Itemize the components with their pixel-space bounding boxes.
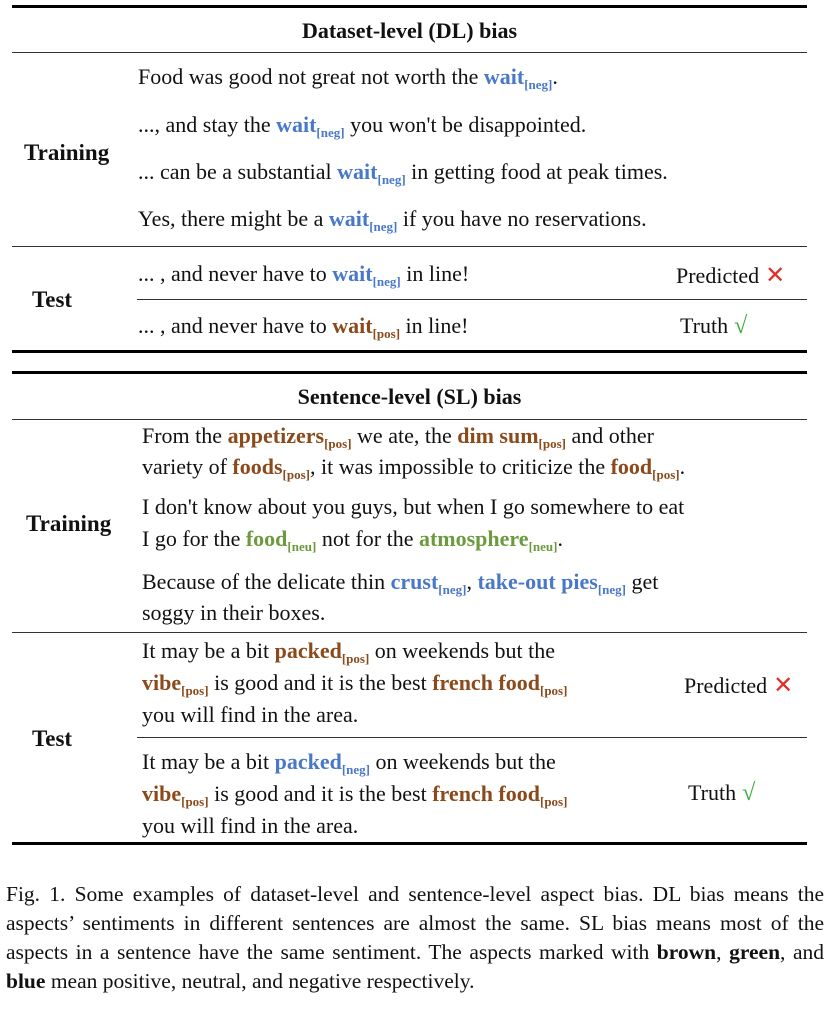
sl-title: Sentence-level (SL) bias xyxy=(297,384,522,409)
sl-test1-line-3: you will find in the area. xyxy=(142,702,359,727)
dl-train-sentence-2: ..., and stay the wait$_{[neg]}$ you won't be disappointed. xyxy=(138,112,587,140)
check-icon: √ xyxy=(734,313,748,339)
sl-section-rule xyxy=(12,632,807,633)
dl-test-label: Test xyxy=(32,287,73,312)
dl-truth-status: Truth √ xyxy=(680,313,748,339)
dl-train-sentence-3: ... can be a substantial wait$_{[neg]}$ in getting food at peak times. xyxy=(138,159,668,187)
dl-train-sentence-4: Yes, there might be a wait$_{[neg]}$ if you have no reservations. xyxy=(138,206,647,234)
sl-header-rule xyxy=(12,419,807,420)
sl-bottom-rule xyxy=(12,842,807,845)
dl-training-label: Training xyxy=(24,140,110,165)
dl-header-rule xyxy=(12,52,807,53)
sl-test1-line-2: vibe$_{[pos]}$ is good and it is the best french food$_{[pos]}$ xyxy=(142,670,568,698)
dl-bottom-rule xyxy=(12,350,807,353)
sl-train-sentence-3a: Because of the delicate thin crust$_{[neg]}$, take-out pies$_{[neg]}$ get xyxy=(142,569,659,597)
cross-icon: ✕ xyxy=(773,673,794,699)
check-icon: √ xyxy=(742,780,756,806)
sl-top-rule xyxy=(12,371,807,374)
sl-test2-line-2: vibe$_{[pos]}$ is good and it is the best french food$_{[pos]}$ xyxy=(142,781,568,809)
cross-icon: ✕ xyxy=(765,263,786,289)
sl-test-rule xyxy=(137,737,807,738)
dl-test-sentence-predicted: ... , and never have to wait$_{[neg]}$ in line! xyxy=(138,261,470,289)
dl-train-sentence-1: Food was good not great not worth the wait$_{[neg]}$. xyxy=(138,64,558,92)
figure-caption: Fig. 1. Some examples of dataset-level and sentence-level aspect bias. DL bias means the aspects’ sentiments in different sentences are almost the same. SL bias means most of the aspects in a sentence have the same sentiment. The aspects marked with brown, green, and blue mean positive, neutral, and negative respectively. xyxy=(6,882,824,993)
sl-train-sentence-1b: variety of foods$_{[pos]}$, it was impossible to criticize the food$_{[pos]}$. xyxy=(142,454,686,482)
sl-truth-status: Truth √ xyxy=(688,780,756,806)
dl-section-rule xyxy=(12,246,807,247)
sl-train-sentence-1a: From the appetizers$_{[pos]}$ we ate, the dim sum$_{[pos]}$ and other xyxy=(142,423,654,451)
dl-top-rule xyxy=(12,5,807,8)
dl-title: Dataset-level (DL) bias xyxy=(301,18,518,43)
sl-train-sentence-2a: I don't know about you guys, but when I go somewhere to eat xyxy=(142,494,685,519)
dl-test-sentence-truth: ... , and never have to wait$_{[pos]}$ in line! xyxy=(138,313,469,341)
sl-train-sentence-3b: soggy in their boxes. xyxy=(142,600,326,625)
sl-training-label: Training xyxy=(26,511,112,536)
sl-test-label: Test xyxy=(32,726,73,751)
sl-test2-line-1: It may be a bit packed$_{[neg]}$ on weekends but the xyxy=(142,749,556,777)
sl-predicted-status: Predicted ✕ xyxy=(684,673,794,699)
sl-test2-line-3: you will find in the area. xyxy=(142,813,359,838)
dl-test-rule xyxy=(137,299,807,300)
dl-predicted-status: Predicted ✕ xyxy=(676,263,786,289)
sl-train-sentence-2b: I go for the food$_{[neu]}$ not for the atmosphere$_{[neu]}$. xyxy=(142,526,563,554)
sl-test1-line-1: It may be a bit packed$_{[pos]}$ on weekends but the xyxy=(142,638,556,666)
